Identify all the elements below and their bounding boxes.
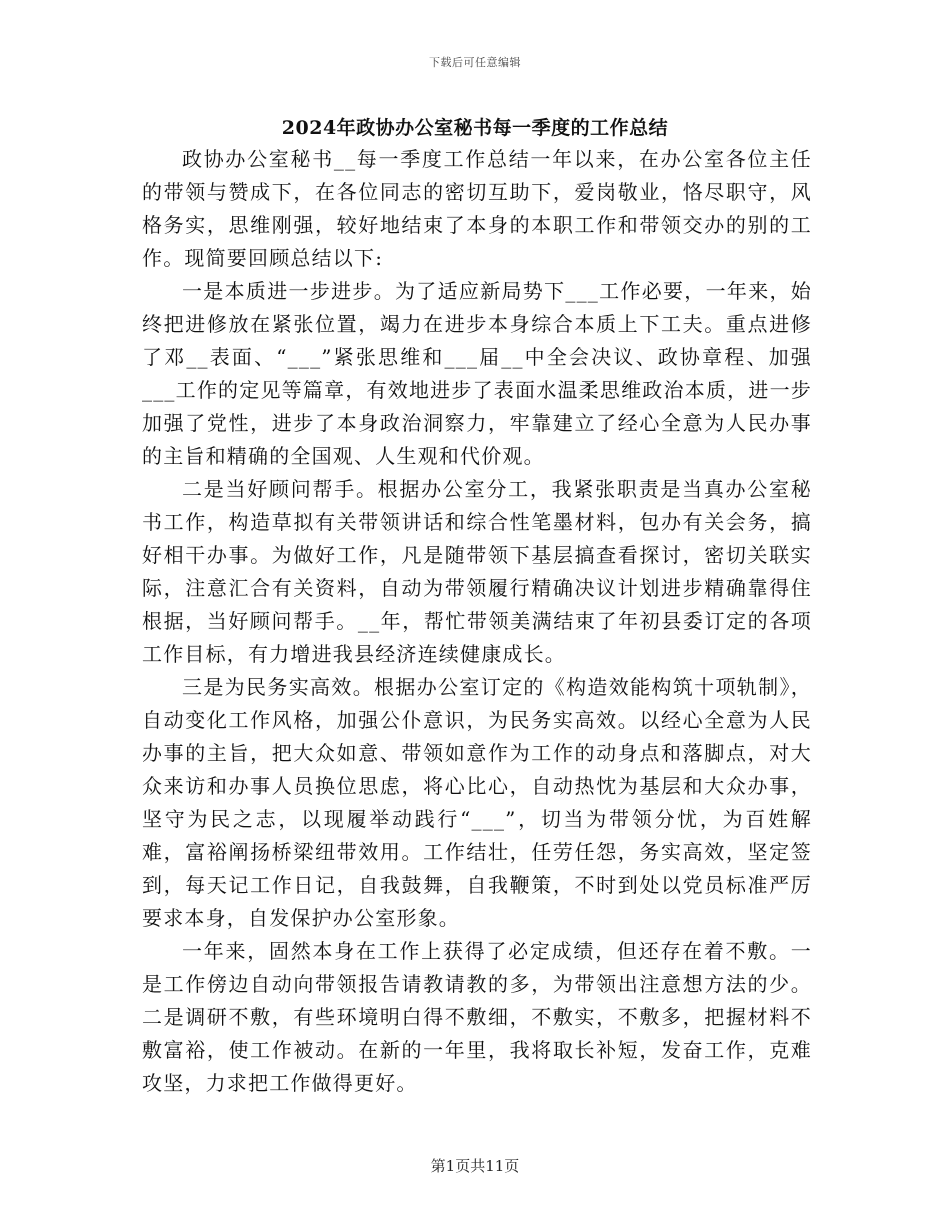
header-note: 下载后可任意编辑 [429, 56, 521, 69]
paragraph-intro: 政协办公室秘书__每一季度工作总结一年以来，在办公室各位主任的带领与赞成下，在各位同志的密切互助下，爱岗敬业，恪尽职守，风格务实，思维刚强，较好地结束了本身的本职工作和带领交办的别的工作。现简要回顾总结以下: [142, 147, 812, 270]
paragraph-quality: 一是本质进一步进步。为了适应新局势下___工作必要，一年来，始终把进修放在紧张位置，竭力在进步本身综合本质上下工夫。重点进修了邓__表面、“___”紧张思维和___届__中全会决议、政协章程、加强___工作的定见等篇章，有效地进步了表面水温柔思维政治本质，进一步加强了党性，进步了本身政治洞察力，牢靠建立了经心全意为人民办事的主旨和精确的全国观、人生观和代价观。 [142, 279, 812, 468]
page-number: 第1页共11页 [430, 1157, 520, 1175]
paragraph-service: 三是为民务实高效。根据办公室订定的《构造效能构筑十项轨制》，自动变化工作风格，加强公仆意识，为民务实高效。以经心全意为人民办事的主旨，把大众如意、带领如意作为工作的动身点和落脚点，对大众来访和办事人员换位思虑，将心比心，自动热忱为基层和大众办事，坚守为民之志，以现履举动践行“___”，切当为带领分忧，为百姓解难，富裕阐扬桥梁纽带效用。工作结壮，任劳任怨，务实高效，坚定签到，每天记工作日记，自我鼓舞，自我鞭策，不时到处以党员标准严厉要求本身，自发保护办公室形象。 [142, 675, 812, 930]
paragraph-shortcomings: 一年来，固然本身在工作上获得了必定成绩，但还存在着不敷。一是工作傍边自动向带领报告请教请教的多，为带领出注意想方法的少。二是调研不敷，有些环境明白得不敷细，不敷实，不敷多，把握材料不敷富裕，使工作被动。在新的一年里，我将取长补短，发奋工作，克难攻坚，力求把工作做得更好。 [142, 939, 812, 1095]
paragraph-advisor: 二是当好顾问帮手。根据办公室分工，我紧张职责是当真办公室秘书工作，构造草拟有关带领讲话和综合性笔墨材料，包办有关会务，搞好相干办事。为做好工作，凡是随带领下基层搞查看探讨，密切关联实际，注意汇合有关资料，自动为带领履行精确决议计划进步精确靠得住根据，当好顾问帮手。__年，帮忙带领美满结束了年初县委订定的各项工作目标，有力增进我县经济连续健康成长。 [142, 477, 812, 666]
document-title: 2024年政协办公室秘书每一季度的工作总结 [281, 117, 669, 139]
document-body [142, 143, 812, 1100]
